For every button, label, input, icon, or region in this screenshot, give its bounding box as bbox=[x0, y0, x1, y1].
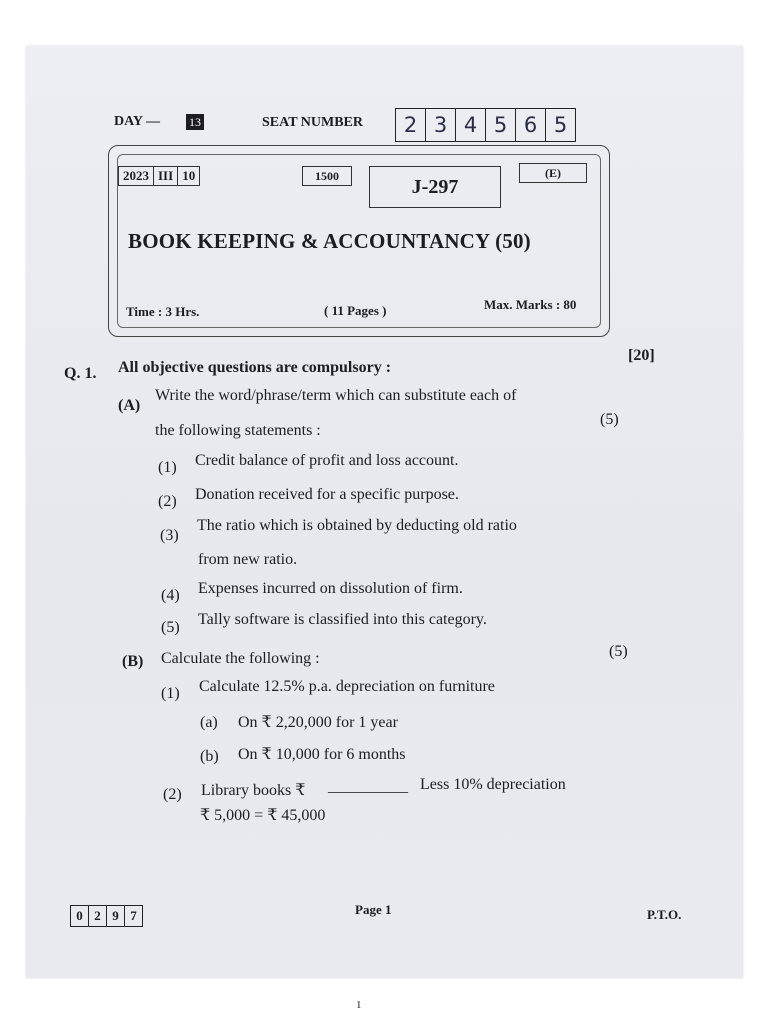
exam-year: 2023 bbox=[119, 167, 154, 185]
item-text-cont: from new ratio. bbox=[198, 551, 298, 568]
item-number: (2) bbox=[158, 493, 177, 510]
paper-code-boxes bbox=[70, 905, 143, 927]
item-number: (4) bbox=[161, 587, 180, 604]
part-b-marks: (5) bbox=[609, 643, 628, 660]
seat-number-label: SEAT NUMBER bbox=[262, 115, 364, 130]
seat-digit: 4 bbox=[456, 109, 486, 141]
code-digit: 0 bbox=[71, 906, 89, 926]
day-number: 13 bbox=[186, 114, 204, 130]
item-text: Calculate 12.5% p.a. depreciation on furniture bbox=[199, 678, 495, 695]
item-text: Expenses incurred on dissolution of firm. bbox=[198, 580, 463, 597]
seat-digit: 6 bbox=[516, 109, 546, 141]
exam-year-cells bbox=[118, 166, 200, 186]
seat-digit: 5 bbox=[553, 113, 568, 137]
paper-code: J-297 bbox=[369, 166, 501, 208]
pto-label: P.T.O. bbox=[647, 907, 682, 922]
subject-title: BOOK KEEPING & ACCOUNTANCY (50) bbox=[128, 229, 531, 253]
item-number: (5) bbox=[161, 619, 180, 636]
part-a-label: (A) bbox=[118, 397, 141, 414]
part-a-instruction-cont: the following statements : bbox=[155, 422, 321, 439]
seat-digit: 2 bbox=[396, 109, 426, 141]
code-digit: 2 bbox=[89, 906, 107, 926]
exam-number: 10 bbox=[182, 168, 196, 183]
item-text: Library books ₹ bbox=[201, 782, 306, 799]
item-text: Credit balance of profit and loss account. bbox=[195, 452, 459, 469]
day-label: DAY — bbox=[114, 114, 161, 129]
part-a-instruction: Write the word/phrase/term which can substitute each of bbox=[155, 387, 517, 404]
sub-item-text: On ₹ 2,20,000 for 1 year bbox=[238, 714, 398, 731]
item-number: (1) bbox=[158, 459, 177, 476]
exam-term: III bbox=[154, 167, 178, 185]
item-text: Donation received for a specific purpose. bbox=[195, 486, 459, 503]
code-digit: 9 bbox=[107, 906, 125, 926]
sub-item-text: On ₹ 10,000 for 6 months bbox=[238, 746, 406, 763]
code-digit: 7 bbox=[130, 908, 137, 923]
part-b-label: (B) bbox=[122, 653, 144, 670]
seat-digit: 5 bbox=[486, 109, 516, 141]
question-title: All objective questions are compulsory : bbox=[118, 359, 392, 376]
seat-digit: 3 bbox=[426, 109, 456, 141]
question-marks: [20] bbox=[628, 347, 655, 364]
seat-number-boxes bbox=[395, 108, 576, 142]
item-number: (3) bbox=[160, 527, 179, 544]
time-label: Time : 3 Hrs. bbox=[126, 304, 200, 319]
item-text: Tally software is classified into this category. bbox=[198, 611, 487, 628]
part-b-title: Calculate the following : bbox=[161, 650, 320, 667]
item-number: (1) bbox=[161, 685, 180, 702]
pages-label: ( 11 Pages ) bbox=[324, 303, 387, 318]
item-text-after: Less 10% depreciation bbox=[420, 776, 566, 793]
answer-blank: __________ bbox=[328, 778, 408, 795]
medium-label: (E) bbox=[519, 163, 587, 183]
part-a-marks: (5) bbox=[600, 411, 619, 428]
page-number: Page 1 bbox=[355, 902, 392, 917]
max-marks-label: Max. Marks : 80 bbox=[484, 297, 577, 312]
day-value bbox=[186, 113, 204, 131]
item-text-cont: ₹ 5,000 = ₹ 45,000 bbox=[200, 807, 326, 824]
question-number: Q. 1. bbox=[64, 365, 97, 382]
sub-item-label: (a) bbox=[200, 714, 218, 731]
bottom-mark: 1 bbox=[356, 999, 362, 1011]
exam-code-1500: 1500 bbox=[302, 166, 352, 186]
sub-item-label: (b) bbox=[200, 748, 219, 765]
item-text: The ratio which is obtained by deducting old ratio bbox=[197, 517, 517, 534]
item-number: (2) bbox=[163, 786, 182, 803]
